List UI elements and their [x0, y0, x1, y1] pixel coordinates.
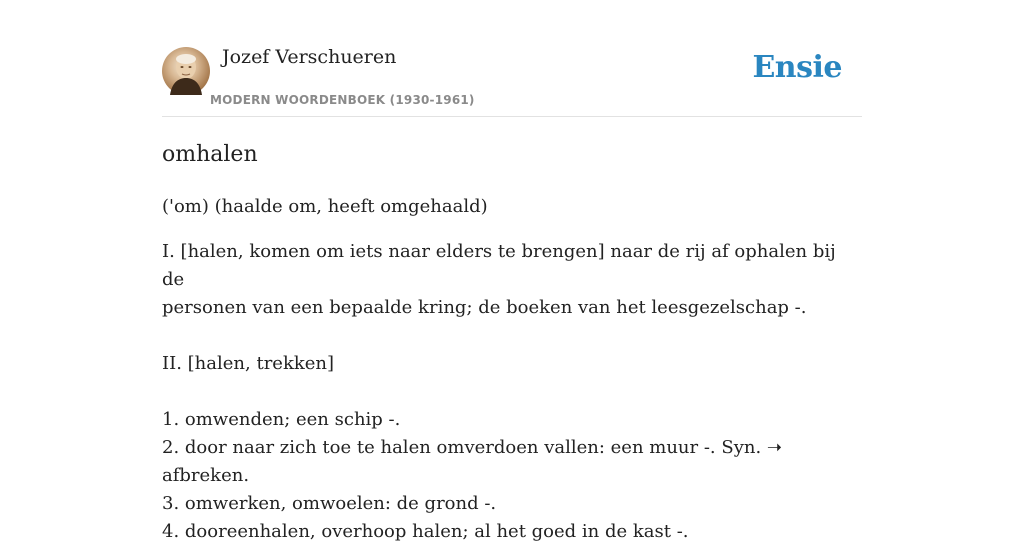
list-item	[162, 434, 862, 490]
headword: omhalen	[162, 142, 258, 167]
source-label[interactable]: MODERN WOORDENBOEK (1930-1961)	[210, 93, 475, 107]
ensie-logo[interactable]: Ensie	[752, 50, 842, 85]
entry-header	[162, 44, 862, 117]
author-name[interactable]: Jozef Verschueren	[222, 46, 397, 68]
spacer	[162, 378, 862, 406]
list-item: 3. omwerken, omwoelen: de grond -.	[162, 493, 497, 514]
synonym-link[interactable]: afbreken.	[162, 465, 250, 486]
definition	[162, 238, 862, 546]
list-item-text: 2. door naar zich toe te halen omverdoen vallen: een muur -. Syn.	[162, 437, 767, 458]
sense-2: II. [halen, trekken]	[162, 353, 335, 374]
list-item: 1. omwenden; een schip -.	[162, 409, 401, 430]
entry-content	[162, 138, 862, 546]
sense-1-line-2: personen van een bepaalde kring; de boeken van het leesgezelschap -.	[162, 297, 807, 318]
pronunciation: ('om) (haalde om, heeft omgehaald)	[162, 196, 488, 217]
arrow-right-icon: ➝	[766, 437, 782, 458]
author-avatar[interactable]	[162, 47, 210, 95]
sense-1-line-1: I. [halen, komen om iets naar elders te brengen] naar de rij af ophalen bij de	[162, 241, 836, 290]
spacer	[162, 322, 862, 350]
list-item: 4. dooreenhalen, overhoop halen; al het goed in de kast -.	[162, 521, 689, 542]
